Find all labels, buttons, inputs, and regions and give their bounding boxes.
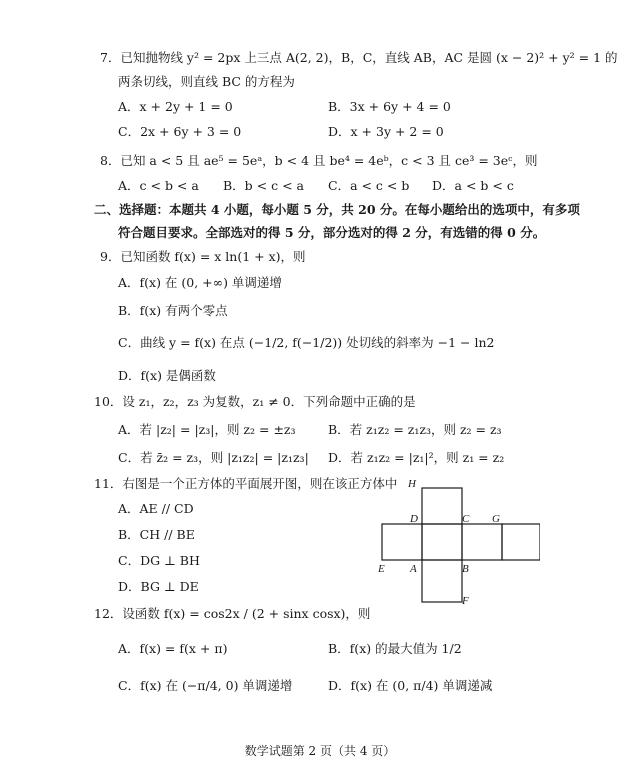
q11-option-b: B．CH // BE <box>118 527 195 542</box>
q9-option-c: C．曲线 y = f(x) 在点 (−1/2, f(−1/2)) 处切线的斜率为 −1 − ln2 <box>118 335 495 350</box>
vertex-label-a: A <box>410 563 417 575</box>
q11-option-d: D．BG ⊥ DE <box>118 579 199 594</box>
q8-option-d: D．a < b < c <box>432 178 514 193</box>
vertex-label-h: H <box>408 478 416 490</box>
net-square-row-2 <box>422 524 462 560</box>
q11-option-a: A．AE // CD <box>118 501 194 516</box>
q9-option-a: A．f(x) 在 (0, +∞) 单调递增 <box>118 275 282 290</box>
q7-stem: 7．已知抛物线 y² = 2px 上三点 A(2, 2)，B，C，直线 AB，AC 是圆 (x − 2)² + y² = 1 的 <box>100 50 618 65</box>
q8-option-a: A．c < b < a <box>118 178 199 193</box>
vertex-label-b: B <box>462 563 469 575</box>
q9-option-d: D．f(x) 是偶函数 <box>118 368 216 383</box>
q7-option-a: A．x + 2y + 1 = 0 <box>118 99 233 114</box>
vertex-label-g: G <box>492 513 500 525</box>
q7-option-d: D．x + 3y + 2 = 0 <box>328 124 444 139</box>
section2-heading: 二、选择题：本题共 4 小题，每小题 5 分，共 20 分。在每小题给出的选项中，有多项 <box>94 202 580 217</box>
q8-option-c: C．a < c < b <box>328 178 410 193</box>
net-square-bottom <box>422 560 462 602</box>
q7-option-b: B．3x + 6y + 4 = 0 <box>328 99 451 114</box>
q8-option-b: B．b < c < a <box>223 178 304 193</box>
q8-stem: 8．已知 a < 5 且 ae⁵ = 5eᵃ，b < 4 且 be⁴ = 4eᵇ，c < 3 且 ce³ = 3eᶜ，则 <box>100 153 538 168</box>
q10-option-a: A．若 |z₂| = |z₃|，则 z₂ = ±z₃ <box>118 422 296 437</box>
cube-net-svg <box>370 478 540 608</box>
q7-stem-2: 两条切线，则直线 BC 的方程为 <box>118 74 295 89</box>
q10-option-d: D．若 z₁z₂ = |z₁|²，则 z₁ = z₂ <box>328 450 505 465</box>
section2-heading-2: 符合题目要求。全部选对的得 5 分，部分选对的得 2 分，有选错的得 0 分。 <box>118 225 546 240</box>
net-square-row-1 <box>382 524 422 560</box>
vertex-label-c: C <box>462 513 470 525</box>
q9-stem: 9．已知函数 f(x) = x ln(1 + x)，则 <box>100 249 306 264</box>
q11-option-c: C．DG ⊥ BH <box>118 553 200 568</box>
q10-stem: 10．设 z₁，z₂，z₃ 为复数，z₁ ≠ 0．下列命题中正确的是 <box>94 394 416 409</box>
q12-stem: 12．设函数 f(x) = cos2x / (2 + sinx cosx)，则 <box>94 606 371 621</box>
net-square-row-4 <box>502 524 540 560</box>
q12-option-b: B．f(x) 的最大值为 1/2 <box>328 641 462 656</box>
q10-option-b: B．若 z₁z₂ = z₁z₃，则 z₂ = z₃ <box>328 422 502 437</box>
vertex-label-d: D <box>410 513 418 525</box>
cube-net-figure <box>370 478 540 608</box>
net-square-row-3 <box>462 524 502 560</box>
net-square-top <box>422 488 462 524</box>
q7-option-c: C．2x + 6y + 3 = 0 <box>118 124 242 139</box>
q12-option-a: A．f(x) = f(x + π) <box>118 641 228 656</box>
vertex-label-f: F <box>462 595 469 607</box>
q9-option-b: B．f(x) 有两个零点 <box>118 303 228 318</box>
vertex-label-e: E <box>378 563 385 575</box>
page-footer: 数学试题第 2 页（共 4 页） <box>244 744 396 758</box>
q10-option-c: C．若 z̄₂ = z₃，则 |z₁z₂| = |z₁z₃| <box>118 450 309 465</box>
q12-option-c: C．f(x) 在 (−π/4, 0) 单调递增 <box>118 678 293 693</box>
q11-stem: 11．右图是一个正方体的平面展开图，则在该正方体中 <box>94 476 398 491</box>
q12-option-d: D．f(x) 在 (0, π/4) 单调递减 <box>328 678 493 693</box>
